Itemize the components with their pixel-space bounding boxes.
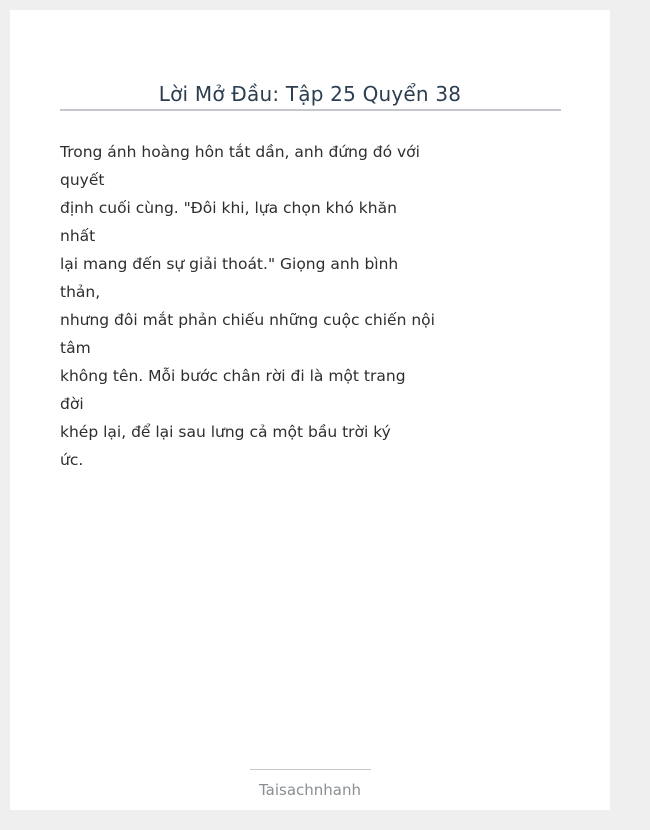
body-line: quyết bbox=[60, 171, 105, 189]
footer-divider bbox=[250, 769, 371, 770]
body-line: lại mang đến sự giải thoát." Giọng anh bình bbox=[60, 255, 399, 273]
document-page bbox=[10, 10, 610, 810]
footer-brand: Taisachnhanh bbox=[258, 781, 362, 799]
body-line: nhất bbox=[60, 227, 96, 245]
body-line: nhưng đôi mắt phản chiếu những cuộc chiến nội bbox=[60, 311, 435, 329]
body-line: khép lại, để lại sau lưng cả một bầu trời ký bbox=[60, 423, 391, 441]
page-title: Lời Mở Đầu: Tập 25 Quyển 38 bbox=[158, 82, 462, 106]
body-line: thản, bbox=[60, 283, 101, 301]
body-line: đời bbox=[60, 395, 84, 413]
body-line: không tên. Mỗi bước chân rời đi là một trang bbox=[60, 367, 406, 385]
title-divider bbox=[60, 109, 561, 111]
body-line: tâm bbox=[60, 339, 91, 357]
body-line: ức. bbox=[60, 451, 84, 469]
body-paragraph bbox=[60, 138, 435, 474]
body-line: Trong ánh hoàng hôn tắt dần, anh đứng đó với bbox=[60, 143, 420, 161]
body-line: định cuối cùng. "Đôi khi, lựa chọn khó khăn bbox=[60, 199, 397, 217]
